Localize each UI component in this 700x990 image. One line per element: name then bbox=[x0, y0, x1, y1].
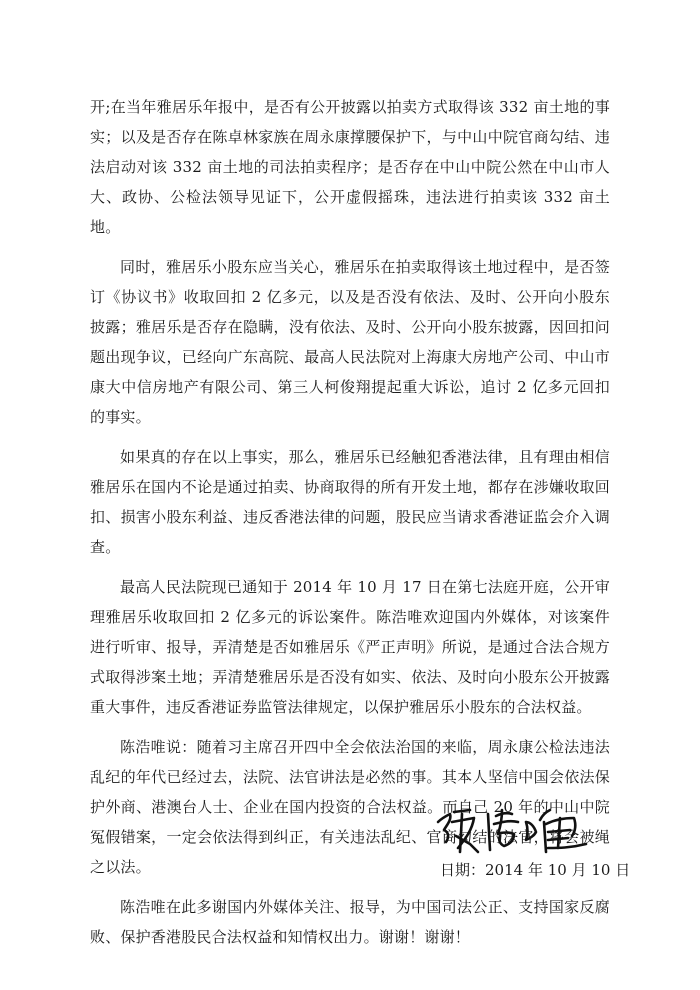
handwritten-signature bbox=[430, 800, 600, 860]
paragraph-4: 最高人民法院现已通知于 2014 年 10 月 17 日在第七法庭开庭，公开审理雅居乐收取回扣 2 亿多元的诉讼案件。陈浩唯欢迎国内外媒体，对该案件进行听审、报导，弄清楚是否如雅居乐《严正声明》所说，是通过合法合规方式取得涉案土地；弄清楚雅居乐是否没有如实、依法、及时向小股东公开披露重大事件，违反香港证券监管法律规定，以保护雅居乐小股东的合法权益。 bbox=[90, 578, 610, 716]
paragraph-6: 陈浩唯在此多谢国内外媒体关注、报导，为中国司法公正、支持国家反腐败、保护香港股民合法权益和知情权出力。谢谢！谢谢！ bbox=[90, 898, 610, 946]
signature-image bbox=[430, 800, 600, 860]
document-date: 日期：2014 年 10 月 10 日 bbox=[440, 861, 631, 879]
paragraph-2: 同时，雅居乐小股东应当关心，雅居乐在拍卖取得该土地过程中，是否签订《协议书》收取回扣 2 亿多元，以及是否没有依法、及时、公开向小股东披露；雅居乐是否存在隐瞒，没有依法、及时、公开向小股东披露，因回扣问题出现争议，已经向广东高院、最高人民法院对上海康大房地产公司、中山市康大中信房地产有限公司、第三人柯俊翔提起重大诉讼，追讨 2 亿多元回扣的事实。 bbox=[90, 258, 610, 426]
paragraph-1: 开;在当年雅居乐年报中，是否有公开披露以拍卖方式取得该 332 亩土地的事实；以及是否存在陈卓林家族在周永康撑腰保护下，与中山中院官商勾结、违法启动对该 332 亩土地的司法拍卖程序；是否存在中山中院公然在中山市人大、政协、公检法领导见证下，公开虚假摇珠，违法进行拍卖该 332 亩土地。 bbox=[90, 98, 610, 236]
paragraph-5: 陈浩唯说：随着习主席召开四中全会依法治国的来临，周永康公检法违法乱纪的年代已经过去，法院、法官讲法是必然的事。其本人坚信中国会依法保护外商、港澳台人士、企业在国内投资的合法权益。而自己 20 年的中山中院冤假错案，一定会依法得到纠正，有关违法乱纪、官商勾结的法官，将会被绳之以法。 bbox=[90, 738, 610, 876]
paragraph-3: 如果真的存在以上事实，那么，雅居乐已经触犯香港法律，且有理由相信雅居乐在国内不论是通过拍卖、协商取得的所有开发土地，都存在涉嫌收取回扣、损害小股东利益、违反香港法律的问题，股民应当请求香港证监会介入调查。 bbox=[90, 448, 610, 556]
